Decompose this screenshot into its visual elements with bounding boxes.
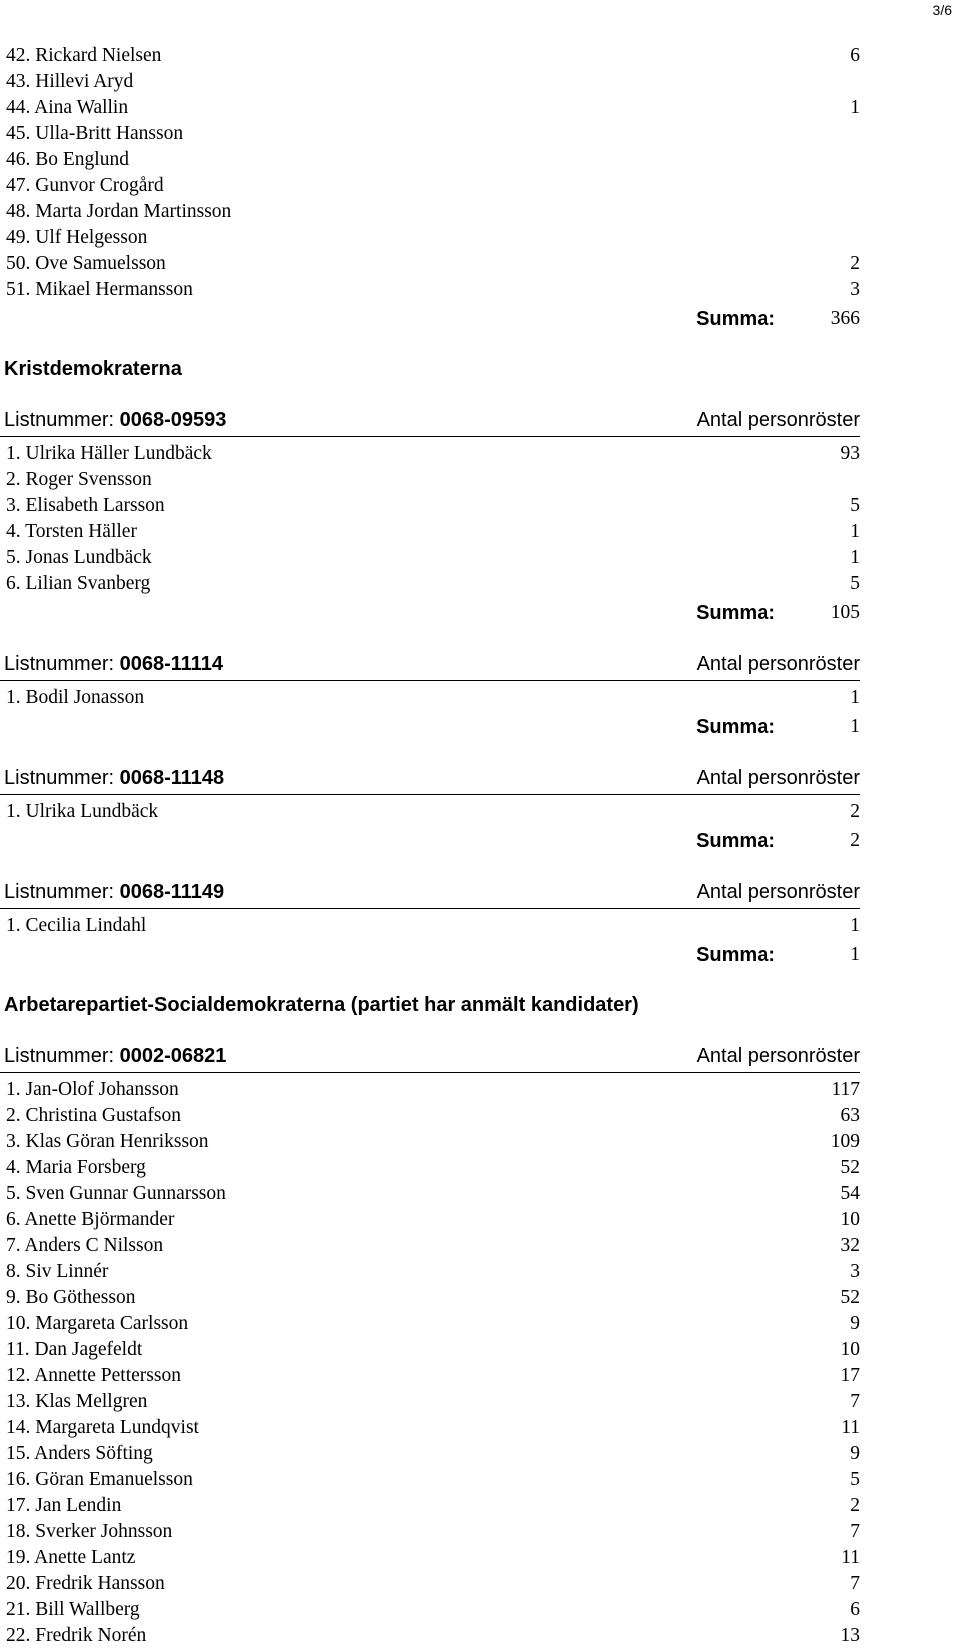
candidate-name: 1. Bodil Jonasson: [6, 687, 145, 708]
candidate-name: 5. Sven Gunnar Gunnarsson: [6, 1183, 226, 1204]
candidate-row: [0, 277, 870, 303]
candidate-row: [0, 1259, 870, 1285]
candidate-name: 22. Fredrik Norén: [6, 1625, 147, 1646]
candidate-name: 21. Bill Wallberg: [6, 1599, 140, 1620]
party-title: Arbetarepartiet-Socialdemokraterna (partiet har anmält kandidater): [4, 994, 639, 1016]
candidate-votes: 5: [850, 573, 860, 594]
list-header: [0, 648, 860, 681]
candidate-row: [0, 545, 870, 571]
candidate-row: [0, 173, 870, 199]
sum-label: Summa:: [696, 602, 775, 624]
candidate-row: [0, 467, 870, 493]
candidate-row: [0, 225, 870, 251]
candidate-row: [0, 1233, 870, 1259]
list-prefix: Listnummer:: [4, 767, 120, 789]
candidate-name: 20. Fredrik Hansson: [6, 1573, 165, 1594]
candidate-name: 4. Torsten Häller: [6, 521, 137, 542]
party-title: Kristdemokraterna: [4, 358, 182, 380]
candidate-name: 2. Roger Svensson: [6, 469, 152, 490]
candidate-name: 5. Jonas Lundbäck: [6, 547, 152, 568]
candidate-row: [0, 1493, 870, 1519]
candidate-votes: 17: [840, 1365, 860, 1386]
party-list: [0, 762, 870, 856]
votes-column-header: Antal personröster: [696, 653, 860, 675]
candidate-name: 9. Bo Göthesson: [6, 1287, 136, 1308]
candidate-name: 10. Margareta Carlsson: [6, 1313, 189, 1334]
sum-row: [0, 940, 870, 970]
document-content: [0, 43, 870, 1649]
list-prefix: Listnummer:: [4, 653, 120, 675]
candidate-votes: 9: [850, 1313, 860, 1334]
candidate-name: 19. Anette Lantz: [6, 1547, 136, 1568]
candidate-votes: 109: [830, 1131, 860, 1152]
votes-column-header: Antal personröster: [696, 1045, 860, 1067]
candidate-name: 2. Christina Gustafson: [6, 1105, 181, 1126]
candidate-votes: 1: [850, 547, 860, 568]
list-number-label: [4, 876, 224, 908]
candidate-row: [0, 1311, 870, 1337]
candidate-row: [0, 69, 870, 95]
candidate-row: [0, 799, 870, 825]
candidate-votes: 3: [850, 279, 860, 300]
candidate-name: 44. Aina Wallin: [6, 97, 129, 118]
sum-row: [0, 598, 870, 628]
list-number: 0002-06821: [119, 1045, 227, 1067]
candidate-name: 16. Göran Emanuelsson: [6, 1469, 193, 1490]
candidate-row: [0, 1415, 870, 1441]
candidate-votes: 10: [840, 1339, 860, 1360]
candidate-votes: 1: [850, 687, 860, 708]
votes-column-header: Antal personröster: [696, 881, 860, 903]
list-header: [0, 1040, 860, 1073]
list-number-label: [4, 762, 224, 794]
candidate-name: 49. Ulf Helgesson: [6, 227, 148, 248]
candidate-votes: 7: [850, 1521, 860, 1542]
candidate-votes: 9: [850, 1443, 860, 1464]
party-list: [0, 404, 870, 628]
candidate-name: 45. Ulla-Britt Hansson: [6, 123, 184, 144]
sum-value: 2: [850, 830, 860, 851]
candidate-votes: 6: [850, 45, 860, 66]
candidate-row: [0, 199, 870, 225]
candidate-row: [0, 147, 870, 173]
candidate-votes: 1: [850, 97, 860, 118]
candidate-row: [0, 251, 870, 277]
votes-column-header: Antal personröster: [696, 409, 860, 431]
candidate-name: 6. Anette Björmander: [6, 1209, 175, 1230]
candidate-name: 8. Siv Linnér: [6, 1261, 109, 1282]
candidate-votes: 2: [850, 253, 860, 274]
candidate-row: [0, 1597, 870, 1623]
list-number-label: [4, 648, 223, 680]
candidate-row: [0, 121, 870, 147]
candidate-votes: 6: [850, 1599, 860, 1620]
candidate-votes: 11: [841, 1417, 860, 1438]
candidate-name: 1. Ulrika Häller Lundbäck: [6, 443, 212, 464]
sum-value: 105: [830, 602, 860, 623]
candidate-name: 42. Rickard Nielsen: [6, 45, 162, 66]
candidate-votes: 3: [850, 1261, 860, 1282]
candidate-row: [0, 1155, 870, 1181]
candidate-name: 11. Dan Jagefeldt: [6, 1339, 143, 1360]
candidate-row: [0, 1545, 870, 1571]
candidate-name: 6. Lilian Svanberg: [6, 573, 151, 594]
sum-value: 1: [850, 716, 860, 737]
candidate-row: [0, 95, 870, 121]
candidate-row: [0, 1337, 870, 1363]
candidate-votes: 11: [841, 1547, 860, 1568]
candidate-votes: 117: [831, 1079, 860, 1100]
candidate-row: [0, 1467, 870, 1493]
candidate-name: 18. Sverker Johnsson: [6, 1521, 173, 1542]
votes-column-header: Antal personröster: [696, 767, 860, 789]
candidate-row: [0, 441, 870, 467]
candidate-name: 48. Marta Jordan Martinsson: [6, 201, 232, 222]
sum-label: Summa:: [696, 308, 775, 330]
candidate-row: [0, 1181, 870, 1207]
candidate-row: [0, 913, 870, 939]
candidate-row: [0, 1363, 870, 1389]
candidate-name: 4. Maria Forsberg: [6, 1157, 146, 1178]
list-prefix: Listnummer:: [4, 881, 120, 903]
list-prefix: Listnummer:: [4, 409, 120, 431]
candidate-votes: 10: [840, 1209, 860, 1230]
sum-row: [0, 712, 870, 742]
candidate-row: [0, 1077, 870, 1103]
candidate-row: [0, 519, 870, 545]
party-list: [0, 648, 870, 742]
sum-row: [0, 304, 870, 334]
list-number-label: [4, 1040, 226, 1072]
list-header: [0, 876, 860, 909]
candidate-name: 1. Cecilia Lindahl: [6, 915, 147, 936]
sum-label: Summa:: [696, 944, 775, 966]
candidate-votes: 1: [850, 915, 860, 936]
candidate-row: [0, 493, 870, 519]
candidate-row: [0, 571, 870, 597]
sum-label: Summa:: [696, 830, 775, 852]
candidate-votes: 52: [840, 1287, 860, 1308]
list-number: 0068-09593: [119, 409, 227, 431]
sum-value: 366: [830, 308, 860, 329]
candidate-name: 46. Bo Englund: [6, 149, 129, 170]
sum-value: 1: [850, 944, 860, 965]
candidate-votes: 5: [850, 1469, 860, 1490]
candidate-votes: 93: [840, 443, 860, 464]
list-header: [0, 404, 860, 437]
candidate-name: 13. Klas Mellgren: [6, 1391, 148, 1412]
candidate-row: [0, 1571, 870, 1597]
candidate-name: 51. Mikael Hermansson: [6, 279, 193, 300]
candidate-name: 3. Elisabeth Larsson: [6, 495, 165, 516]
candidate-row: [0, 1285, 870, 1311]
candidate-name: 1. Ulrika Lundbäck: [6, 801, 159, 822]
candidate-row: [0, 1129, 870, 1155]
candidate-row: [0, 1441, 870, 1467]
candidate-votes: 1: [850, 521, 860, 542]
candidate-row: [0, 1389, 870, 1415]
party-list: [0, 876, 870, 970]
candidate-name: 12. Annette Pettersson: [6, 1365, 181, 1386]
carry-over-list: [0, 43, 870, 334]
candidate-name: 15. Anders Söfting: [6, 1443, 153, 1464]
candidate-votes: 54: [840, 1183, 860, 1204]
candidate-votes: 7: [850, 1391, 860, 1412]
candidate-votes: 52: [840, 1157, 860, 1178]
candidate-name: 17. Jan Lendin: [6, 1495, 122, 1516]
candidate-name: 47. Gunvor Crogård: [6, 175, 164, 196]
list-prefix: Listnummer:: [4, 1045, 120, 1067]
candidate-row: [0, 1519, 870, 1545]
list-number-label: [4, 404, 226, 436]
candidate-row: [0, 43, 870, 69]
list-header: [0, 762, 860, 795]
candidate-name: 3. Klas Göran Henriksson: [6, 1131, 209, 1152]
party-list: [0, 1040, 870, 1649]
candidate-row: [0, 685, 870, 711]
sum-label: Summa:: [696, 716, 775, 738]
candidate-votes: 13: [840, 1625, 860, 1646]
page-number: 3/6: [932, 2, 952, 18]
candidate-name: 50. Ove Samuelsson: [6, 253, 166, 274]
candidate-name: 1. Jan-Olof Johansson: [6, 1079, 179, 1100]
party-section: [0, 354, 870, 970]
candidate-votes: 32: [840, 1235, 860, 1256]
candidate-name: 7. Anders C Nilsson: [6, 1235, 164, 1256]
candidate-votes: 7: [850, 1573, 860, 1594]
sum-row: [0, 826, 870, 856]
candidate-row: [0, 1207, 870, 1233]
candidate-row: [0, 1623, 870, 1649]
candidate-votes: 2: [850, 1495, 860, 1516]
candidate-row: [0, 1103, 870, 1129]
candidate-votes: 5: [850, 495, 860, 516]
list-number: 0068-11114: [119, 653, 224, 675]
candidate-name: 43. Hillevi Aryd: [6, 71, 134, 92]
list-number: 0068-11148: [119, 767, 225, 789]
party-section: [0, 990, 870, 1649]
candidate-votes: 2: [850, 801, 860, 822]
candidate-name: 14. Margareta Lundqvist: [6, 1417, 199, 1438]
candidate-votes: 63: [840, 1105, 860, 1126]
list-number: 0068-11149: [119, 881, 225, 903]
